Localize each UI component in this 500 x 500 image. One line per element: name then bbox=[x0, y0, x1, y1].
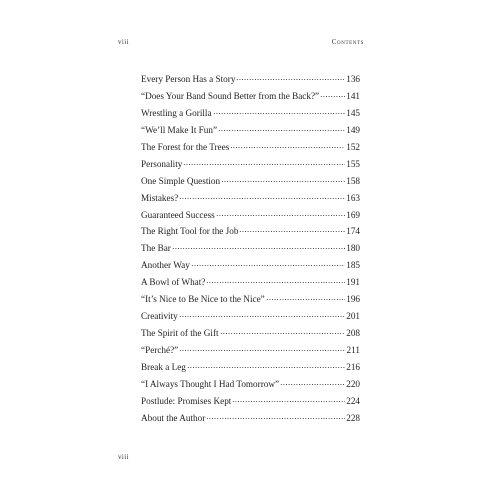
toc-entry-page: 174 bbox=[346, 226, 360, 237]
toc-entry bbox=[141, 190, 360, 207]
dot-leader bbox=[206, 418, 345, 419]
toc-entry-title: A Bowl of What? bbox=[141, 277, 206, 288]
toc-entry bbox=[141, 291, 360, 308]
toc-entry-title: Break a Leg bbox=[141, 361, 186, 372]
toc-entry bbox=[141, 376, 360, 393]
toc-entry bbox=[141, 71, 360, 88]
toc-entry bbox=[141, 274, 360, 291]
dot-leader bbox=[183, 164, 345, 165]
toc-entry-page: 155 bbox=[346, 158, 360, 169]
toc-entry-title: Another Way bbox=[141, 260, 190, 271]
dot-leader bbox=[280, 384, 345, 385]
toc-entry bbox=[141, 410, 360, 427]
dot-leader bbox=[172, 248, 345, 249]
toc-entry-page: 220 bbox=[346, 378, 360, 389]
page-number-footer: viii bbox=[118, 453, 129, 461]
toc-entry bbox=[141, 240, 360, 257]
toc-entry-page: 196 bbox=[346, 294, 360, 305]
toc-entry-page: 152 bbox=[346, 141, 360, 152]
toc-entry bbox=[141, 105, 360, 122]
toc-entry-title: Wrestling a Gorilla bbox=[141, 107, 212, 118]
dot-leader bbox=[218, 130, 345, 131]
toc-entry bbox=[141, 359, 360, 376]
toc-entry-page: 158 bbox=[346, 175, 360, 186]
toc-entry-title: About the Author bbox=[141, 412, 206, 423]
dot-leader bbox=[187, 367, 345, 368]
toc-entry bbox=[141, 139, 360, 156]
toc-entry-page: 141 bbox=[346, 90, 360, 101]
dot-leader bbox=[206, 282, 345, 283]
toc-entry-page: 136 bbox=[346, 74, 360, 84]
dot-leader bbox=[179, 316, 345, 317]
running-head: Contents bbox=[331, 38, 364, 46]
dot-leader bbox=[232, 401, 345, 402]
toc-entry-page: 216 bbox=[346, 361, 360, 372]
toc-entry-title: Personality bbox=[141, 158, 183, 169]
toc-entry-page: 224 bbox=[346, 395, 360, 406]
toc-entry bbox=[141, 308, 360, 325]
toc-entry bbox=[141, 122, 360, 139]
toc-entry-title: Every Person Has a Story bbox=[141, 74, 236, 84]
dot-leader bbox=[320, 96, 345, 97]
toc-entry-title: The Bar bbox=[141, 243, 171, 254]
toc-entry-page: 180 bbox=[346, 243, 360, 254]
toc-entry-page: 211 bbox=[346, 345, 360, 355]
toc-entry-title: Guaranteed Success bbox=[141, 209, 215, 220]
table-of-contents bbox=[141, 71, 360, 427]
toc-entry-page: 149 bbox=[346, 124, 360, 135]
dot-leader bbox=[266, 299, 345, 300]
toc-entry-title: “Does Your Band Sound Better from the Back?” bbox=[141, 90, 320, 101]
toc-entry bbox=[141, 173, 360, 190]
toc-entry bbox=[141, 257, 360, 274]
toc-entry-page: 163 bbox=[346, 192, 360, 203]
toc-entry bbox=[141, 156, 360, 173]
toc-entry-page: 185 bbox=[346, 260, 360, 271]
toc-entry-title: Mistakes? bbox=[141, 192, 179, 203]
dot-leader bbox=[221, 181, 345, 182]
dot-leader bbox=[239, 231, 345, 232]
toc-entry-page: 208 bbox=[346, 328, 360, 339]
dot-leader bbox=[179, 350, 345, 351]
dot-leader bbox=[179, 198, 345, 199]
toc-entry bbox=[141, 342, 360, 359]
toc-entry-title: Postlude: Promises Kept bbox=[141, 395, 232, 406]
dot-leader bbox=[216, 215, 345, 216]
dot-leader bbox=[236, 79, 345, 80]
toc-entry-title: One Simple Question bbox=[141, 175, 221, 186]
toc-entry-title: Creativity bbox=[141, 311, 178, 322]
toc-entry-page: 191 bbox=[346, 277, 360, 288]
dot-leader bbox=[213, 113, 346, 114]
toc-entry bbox=[141, 325, 360, 342]
toc-entry-title: “It’s Nice to Be Nice to the Nice” bbox=[141, 294, 265, 305]
dot-leader bbox=[220, 333, 346, 334]
toc-entry-page: 228 bbox=[346, 412, 360, 423]
toc-entry-title: “I Always Thought I Had Tomorrow” bbox=[141, 378, 280, 389]
toc-entry bbox=[141, 393, 360, 410]
toc-entry-title: The Spirit of the Gift bbox=[141, 328, 219, 339]
toc-entry-title: “Perché?” bbox=[141, 345, 179, 355]
toc-entry-title: The Right Tool for the Job bbox=[141, 226, 239, 237]
toc-entry-page: 169 bbox=[346, 209, 360, 220]
toc-entry bbox=[141, 88, 360, 105]
page-number-header: viii bbox=[118, 38, 129, 46]
toc-entry-page: 201 bbox=[346, 311, 360, 322]
toc-entry-page: 145 bbox=[346, 107, 360, 118]
dot-leader bbox=[191, 265, 345, 266]
toc-entry-title: The Forest for the Trees bbox=[141, 141, 230, 152]
toc-entry bbox=[141, 223, 360, 240]
toc-entry bbox=[141, 207, 360, 224]
toc-entry-title: “We’ll Make It Fun” bbox=[141, 124, 218, 135]
dot-leader bbox=[230, 147, 345, 148]
